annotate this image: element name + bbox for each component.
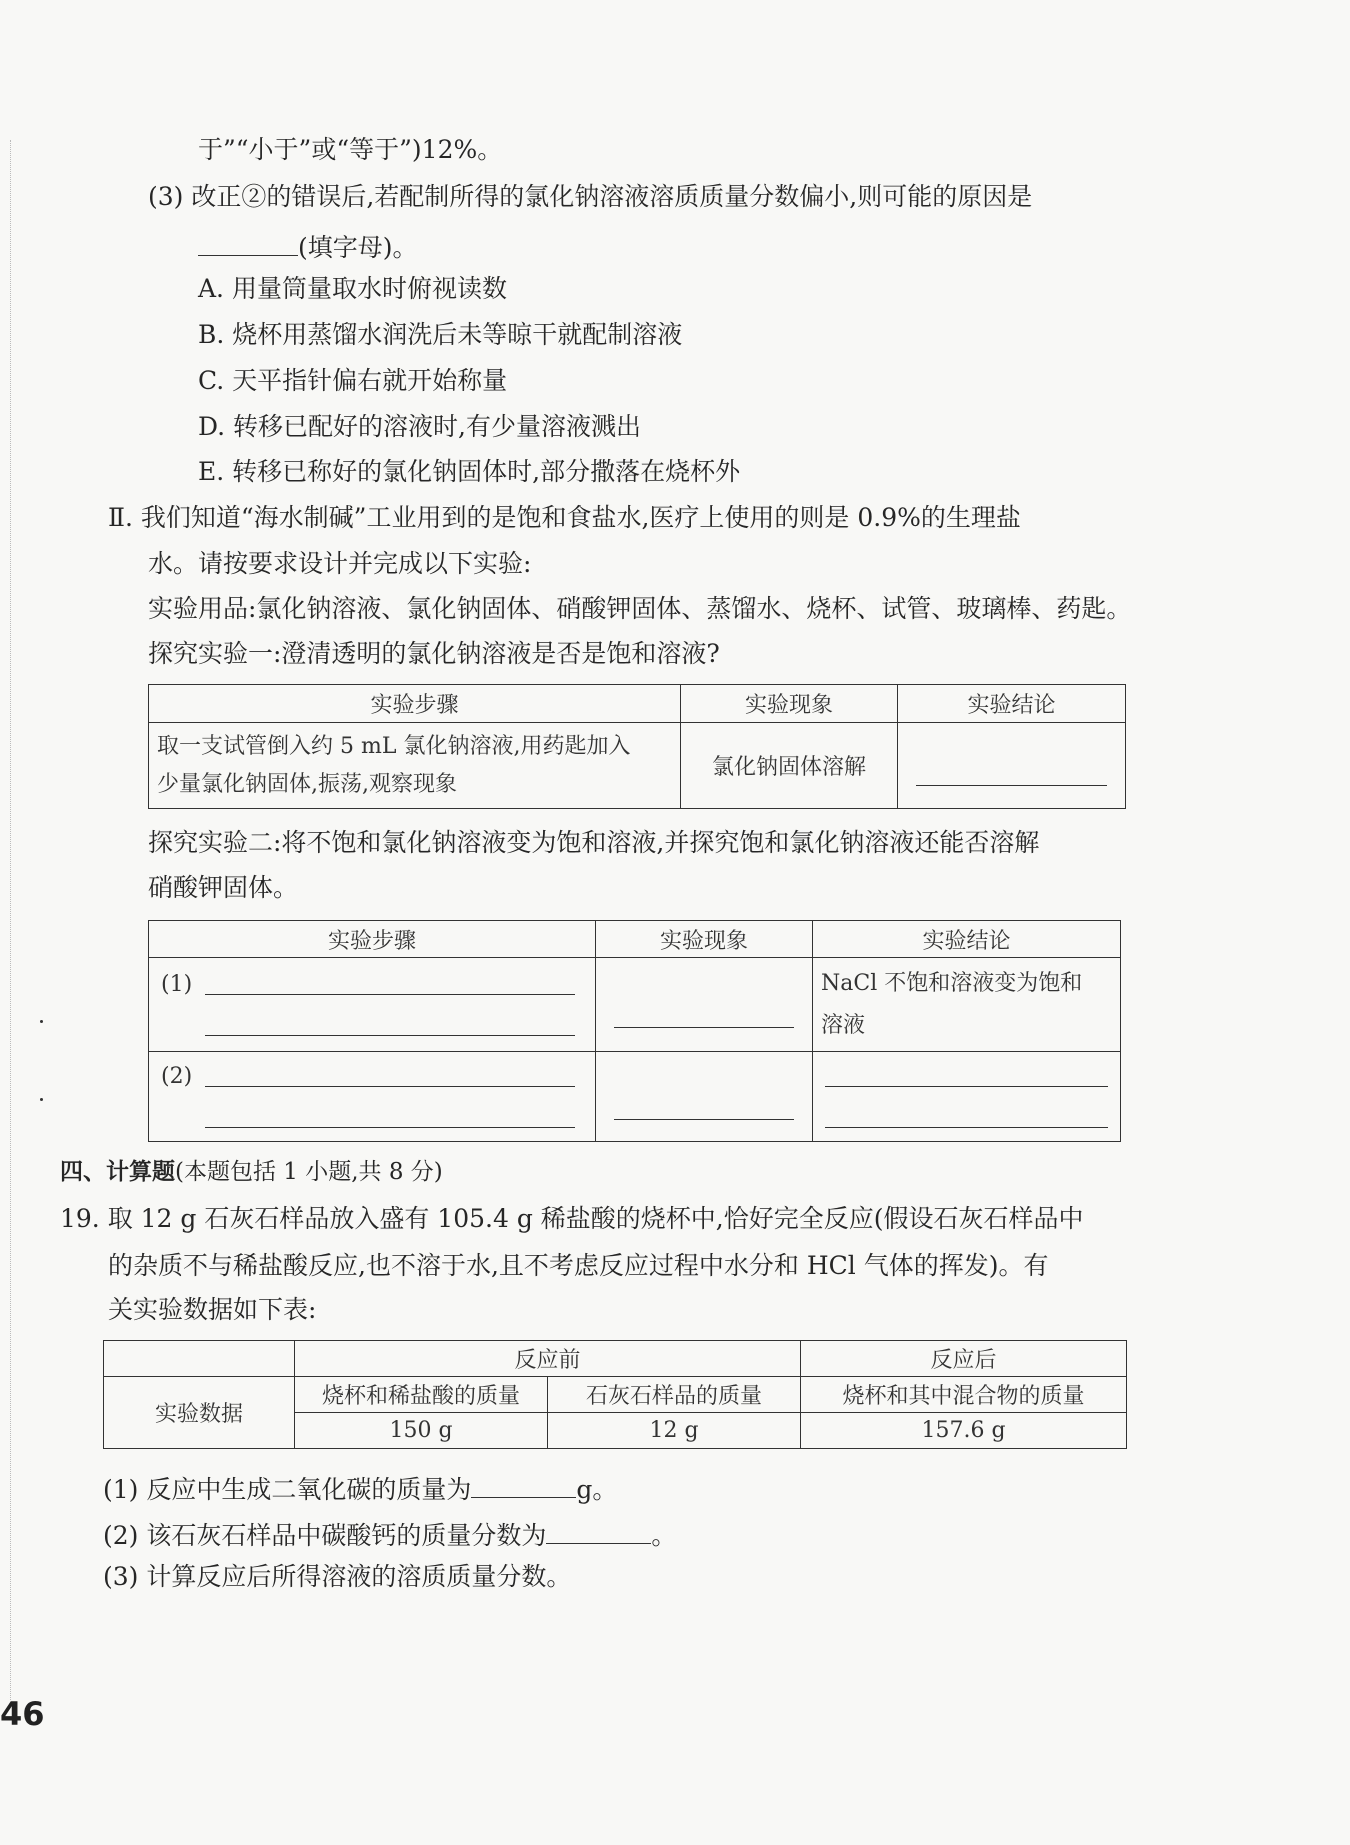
data-cell: 157.6 g [801,1413,1127,1449]
margin-dot [40,1098,43,1101]
column-header: 烧杯和稀盐酸的质量 [295,1377,548,1413]
conclusion-text: 溶液 [821,1012,866,1038]
section-note: (本题包括 1 小题,共 8 分) [175,1159,443,1185]
answer-blank[interactable] [205,1060,575,1087]
answer-blank[interactable] [825,1101,1108,1128]
after-header: 反应后 [801,1341,1127,1377]
phenomenon-cell: 氯化钠固体溶解 [681,723,898,809]
answer-blank[interactable] [614,1093,794,1120]
conclusion-text: NaCl 不饱和溶液变为饱和 [821,970,1083,996]
step-text: 少量氯化钠固体,振荡,观察现象 [157,771,457,797]
conclusion-cell[interactable] [898,723,1126,809]
question-19-cont: 关实验数据如下表: [108,1295,317,1324]
experiment1-title: 探究实验一:澄清透明的氯化钠溶液是否是饱和溶液? [148,639,720,668]
experiment-data-table [103,1340,1127,1449]
empty-cell [104,1341,295,1377]
answer-blank[interactable] [471,1469,576,1498]
table-header: 实验结论 [898,685,1126,723]
answer-blank[interactable] [205,1009,575,1036]
sub-question-2: (2) 该石灰石样品中碳酸钙的质量分数为 。 [103,1515,676,1553]
phenomenon-cell[interactable] [596,1052,813,1142]
row-label: (2) [161,1064,193,1089]
option-c: C. 天平指针偏右就开始称量 [198,366,508,395]
data-cell: 12 g [548,1413,801,1449]
table-header: 实验步骤 [149,685,681,723]
option-d: D. 转移已配好的溶液时,有少量溶液溅出 [198,412,641,441]
step-cell[interactable] [149,958,596,1052]
text-line: 于”“小于”或“等于”)12%。 [198,135,503,164]
margin-dotted-line [10,140,11,1700]
table-header: 实验现象 [596,921,813,958]
conclusion-cell[interactable] [813,1052,1121,1142]
materials-line: 实验用品:氯化钠溶液、氯化钠固体、硝酸钾固体、蒸馏水、烧杯、试管、玻璃棒、药匙。 [148,594,1132,623]
row-label: 实验数据 [104,1377,295,1449]
before-header: 反应前 [295,1341,801,1377]
table-header: 实验步骤 [149,921,596,958]
question-19-cont: 的杂质不与稀盐酸反应,也不溶于水,且不考虑反应过程中水分和 HCl 气体的挥发)。有 [108,1251,1049,1280]
experiment2-table [148,920,1121,1142]
page-number: 46 [0,1695,45,1733]
sub-question-1: (1) 反应中生成二氧化碳的质量为 g。 [103,1469,617,1507]
table-header: 实验结论 [813,921,1121,958]
answer-blank[interactable] [825,1060,1108,1087]
column-header: 石灰石样品的质量 [548,1377,801,1413]
option-a: A. 用量筒量取水时俯视读数 [198,274,507,303]
answer-blank[interactable] [198,227,298,256]
phenomenon-cell[interactable] [596,958,813,1052]
option-e: E. 转移已称好的氯化钠固体时,部分撒落在烧杯外 [198,457,741,486]
question-19: 19. 取 12 g 石灰石样品放入盛有 105.4 g 稀盐酸的烧杯中,恰好完全反应(假设石灰石样品中 [60,1204,1084,1233]
question-3: (3) 改正②的错误后,若配制所得的氯化钠溶液溶质质量分数偏小,则可能的原因是 [148,182,1033,211]
option-b: B. 烧杯用蒸馏水润洗后未等晾干就配制溶液 [198,320,683,349]
answer-blank[interactable] [205,1101,575,1128]
part-ii-line1: Ⅱ. 我们知道“海水制碱”工业用到的是饱和食盐水,医疗上使用的则是 0.9%的生理盐 [108,503,1021,532]
section-title: 四、计算题 [60,1159,175,1185]
margin-dot [40,1020,43,1023]
column-header: 烧杯和其中混合物的质量 [801,1377,1127,1413]
data-cell: 150 g [295,1413,548,1449]
step-cell[interactable] [149,1052,596,1142]
table-header: 实验现象 [681,685,898,723]
row-label: (1) [161,972,193,997]
experiment2-title: 探究实验二:将不饱和氯化钠溶液变为饱和溶液,并探究饱和氯化钠溶液还能否溶解 [148,828,1040,857]
question-3-cont: (填字母)。 [198,227,418,265]
answer-blank[interactable] [614,1001,794,1028]
answer-blank[interactable] [916,759,1107,786]
answer-blank[interactable] [546,1515,651,1544]
conclusion-cell [813,958,1121,1052]
part-ii-line2: 水。请按要求设计并完成以下实验: [148,549,532,578]
experiment1-table [148,684,1126,809]
section-heading [60,1155,443,1189]
step-cell [149,723,681,809]
sub-question-3: (3) 计算反应后所得溶液的溶质质量分数。 [103,1562,572,1591]
answer-blank[interactable] [205,968,575,995]
step-text: 取一支试管倒入约 5 mL 氯化钠溶液,用药匙加入 [157,733,631,759]
experiment2-title-cont: 硝酸钾固体。 [148,873,299,902]
